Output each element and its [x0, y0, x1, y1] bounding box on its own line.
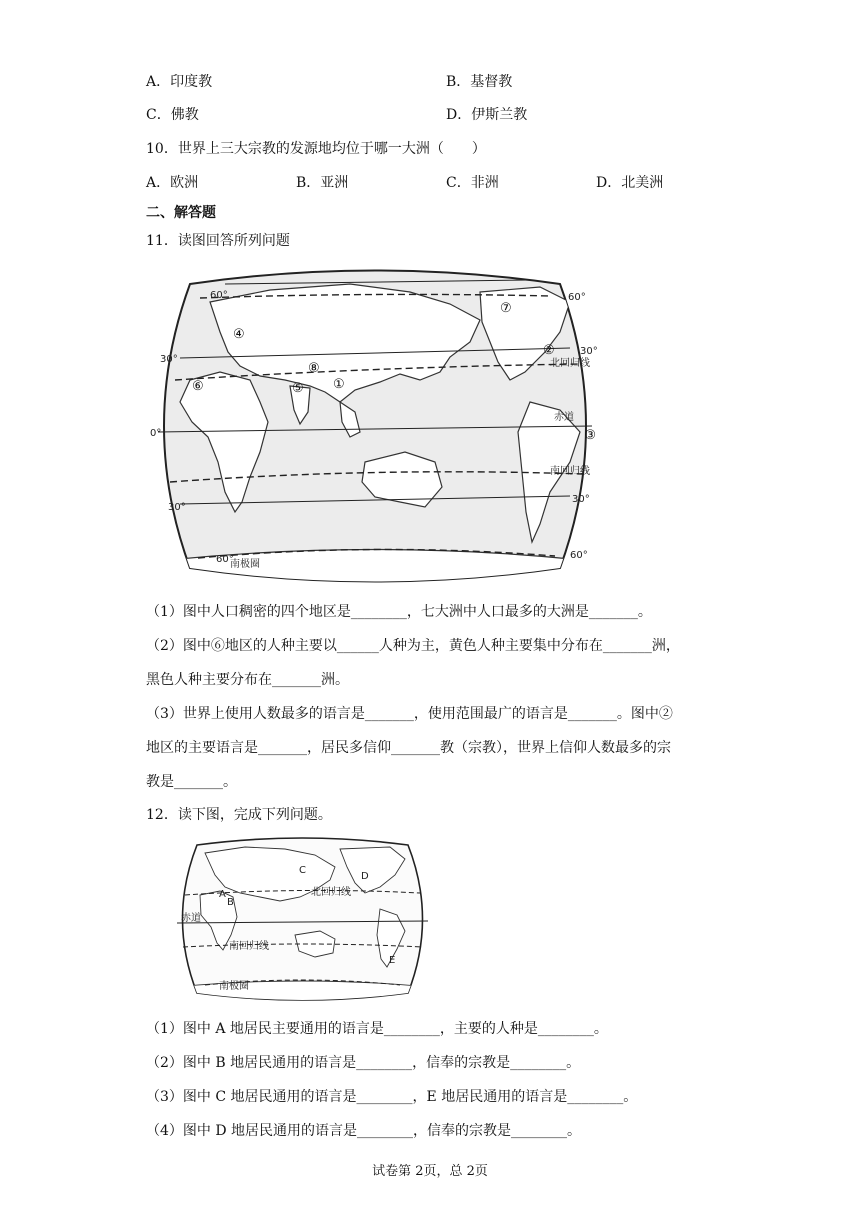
world-map-1: [150, 262, 600, 590]
map1-lat30s-right: 30°: [572, 494, 590, 505]
q12-part2: （2）图中 B 地居民通用的语言是________，信奉的宗教是________。: [146, 1055, 581, 1071]
map1-lat30n-right: 30°: [580, 346, 598, 357]
map2-label-b: B: [227, 897, 234, 908]
map1-label-4: ④: [233, 327, 245, 342]
q12-stem: 12．读下图，完成下列问题。: [146, 807, 332, 823]
q12-part3: （3）图中 C 地居民通用的语言是________，E 地居民通用的语言是________。: [146, 1089, 638, 1105]
page-footer: 试卷第 2页，总 2页: [372, 1164, 488, 1179]
map1-tropic-n: 北回归线: [550, 358, 590, 369]
world-map-2: [175, 835, 430, 1003]
q10-option-a: A．欧洲: [146, 175, 199, 191]
map1-lat0-left: 0°: [150, 428, 162, 439]
q12-part1: （1）图中 A 地居民主要通用的语言是________，主要的人种是________。: [146, 1021, 608, 1037]
q11-part2-line2: 黑色人种主要分布在_______洲。: [146, 672, 349, 688]
map2-tropic-n: 北回归线: [311, 887, 351, 898]
map1-label-6: ⑥: [192, 379, 204, 394]
map1-label-2: ②: [543, 343, 555, 358]
map1-lat60n-right: 60°: [568, 292, 586, 303]
map2-tropic-s: 南回归线: [229, 941, 269, 952]
q10-option-c: C．非洲: [446, 175, 499, 191]
q11-part3-line1: （3）世界上使用人数最多的语言是_______，使用范围最广的语言是_______。图中②: [146, 706, 673, 722]
map1-equator: 赤道: [554, 412, 574, 423]
q10-option-d: D．北美洲: [596, 175, 664, 191]
section-heading: 二、解答题: [146, 205, 216, 221]
map1-lat30n-left: 30°: [160, 354, 178, 365]
map1-antarctic: 南极圈: [230, 559, 260, 570]
q12-part4: （4）图中 D 地居民通用的语言是________，信奉的宗教是________。: [146, 1123, 582, 1139]
map1-lat60s-left: 60°: [216, 554, 234, 565]
q9-option-b: B．基督教: [446, 74, 513, 90]
map1-tropic-s: 南回归线: [550, 466, 590, 477]
map2-label-d: D: [361, 871, 369, 882]
q10-option-b: B．亚洲: [296, 175, 349, 191]
q9-option-d: D．伊斯兰教: [446, 107, 528, 123]
map2-label-c: C: [299, 865, 306, 876]
q11-part3-line3: 教是_______。: [146, 774, 237, 790]
map1-label-5: ⑤: [292, 381, 304, 396]
map1-label-8: ⑧: [308, 361, 320, 376]
map2-label-a: A: [219, 889, 226, 900]
map1-label-1: ①: [333, 377, 345, 392]
map1-label-7: ⑦: [500, 301, 512, 316]
q9-option-c: C．佛教: [146, 107, 199, 123]
map2-equator: 赤道: [181, 913, 201, 924]
map1-lat30s-left: 30°: [168, 502, 186, 513]
map2-antarctic: 南极圈: [219, 981, 249, 992]
q11-part2-line1: （2）图中⑥地区的人种主要以______人种为主，黄色人种主要集中分布在_______洲，: [146, 638, 680, 654]
map1-lat60s-right: 60°: [570, 550, 588, 561]
q11-part3-line2: 地区的主要语言是_______，居民多信仰_______教（宗教），世界上信仰人数最多的宗: [146, 740, 671, 756]
q9-option-a: A．印度教: [146, 74, 213, 90]
q10-stem: 10．世界上三大宗教的发源地均位于哪一大洲（ ）: [146, 141, 486, 157]
q11-part1: （1）图中人口稠密的四个地区是________，七大洲中人口最多的大洲是_______。: [146, 604, 652, 620]
map2-label-e: E: [389, 955, 396, 966]
map1-lat60n-left: 60°: [210, 290, 228, 301]
q11-stem: 11．读图回答所列问题: [146, 233, 290, 249]
map1-label-3: ③: [584, 428, 596, 443]
